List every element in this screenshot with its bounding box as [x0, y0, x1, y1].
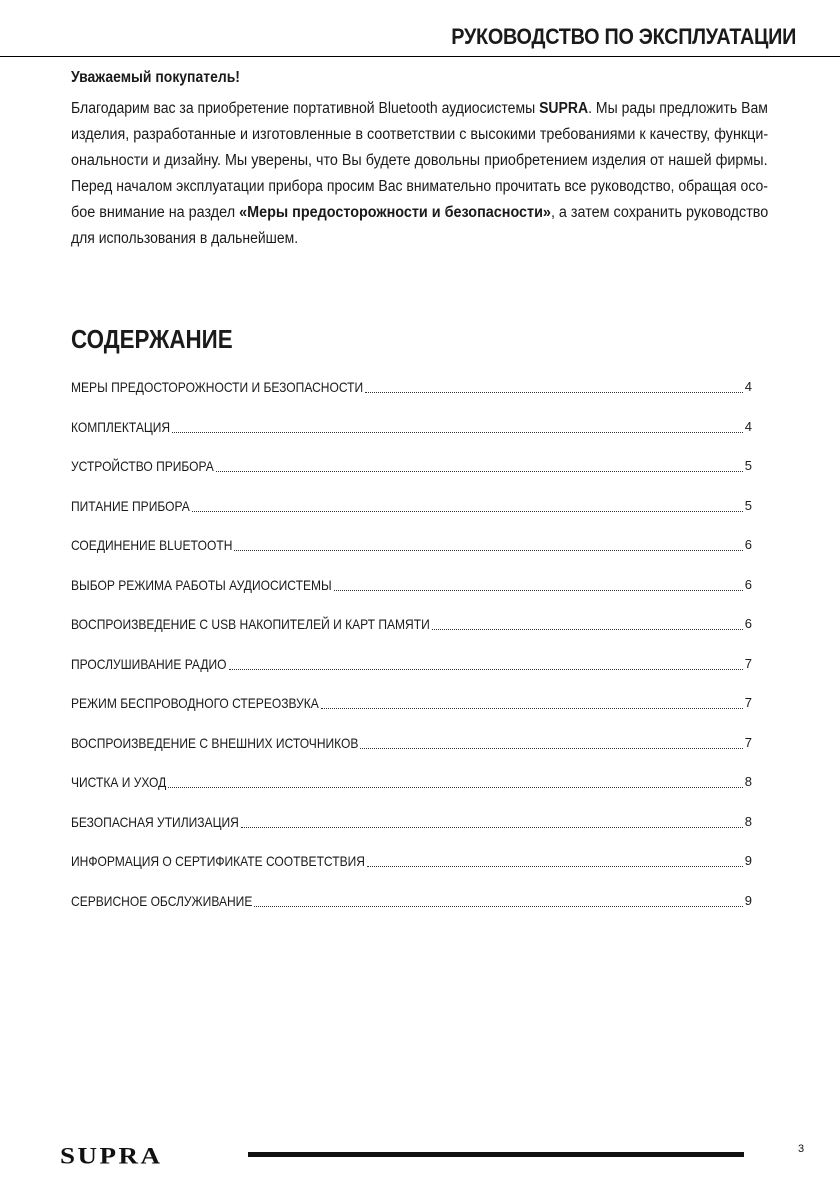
toc-entry[interactable]: [71, 888, 752, 928]
toc-entry-page: 6: [744, 537, 752, 552]
toc-entry-label: СОЕДИНЕНИЕ BLUETOOTH: [71, 537, 233, 553]
toc-entry-label: СЕРВИСНОЕ ОБСЛУЖИВАНИЕ: [71, 892, 253, 909]
toc-entry[interactable]: [71, 690, 752, 730]
toc-entry-page: 8: [744, 813, 752, 829]
toc-entry[interactable]: [71, 611, 752, 651]
toc-entry[interactable]: [71, 651, 752, 691]
intro-text: Перед началом эксплуатации прибора просим Вас внимательно прочитать все руководство, обращая осо-: [71, 178, 768, 195]
toc-dot-leader: [234, 532, 742, 551]
toc-dot-leader: [360, 730, 742, 749]
toc-dot-leader: [216, 453, 743, 472]
toc-dot-leader: [192, 493, 743, 512]
toc-entry-label: ПРОСЛУШИВАНИЕ РАДИО: [71, 655, 227, 672]
toc-entry[interactable]: [71, 414, 752, 454]
intro-text: . Мы рады предложить Вам: [588, 100, 768, 117]
toc-entry-page: 7: [744, 734, 752, 750]
header-divider: [0, 56, 840, 57]
toc-entry-page: 8: [744, 774, 752, 789]
toc-entry-page: 5: [744, 458, 752, 473]
toc-entry-label: БЕЗОПАСНАЯ УТИЛИЗАЦИЯ: [71, 813, 239, 830]
toc-entry-page: 4: [744, 379, 752, 394]
greeting-heading: Уважаемый покупатель!: [71, 69, 240, 86]
toc-dot-leader: [367, 848, 743, 867]
toc-entry-page: 9: [744, 892, 752, 908]
toc-entry-label: ИНФОРМАЦИЯ О СЕРТИФИКАТЕ СООТВЕТСТВИЯ: [71, 853, 365, 869]
toc-entry-label: МЕРЫ ПРЕДОСТОРОЖНОСТИ И БЕЗОПАСНОСТИ: [71, 379, 364, 395]
toc-entry-label: УСТРОЙСТВО ПРИБОРА: [71, 458, 214, 474]
intro-text: для использования в дальнейшем.: [71, 230, 299, 247]
intro-line: [71, 148, 768, 174]
page-header-title: РУКОВОДСТВО ПО ЭКСПЛУАТАЦИИ: [451, 24, 796, 49]
toc-dot-leader: [432, 611, 743, 630]
toc-dot-leader: [241, 809, 743, 828]
toc-dot-leader: [365, 374, 743, 393]
intro-text: Благодарим вас за приобретение портативной Bluetooth аудиосистемы: [71, 100, 540, 117]
toc-entry-page: 4: [744, 418, 752, 434]
toc-dot-leader: [172, 414, 743, 433]
toc-title: СОДЕРЖАНИЕ: [71, 324, 233, 354]
toc-entry[interactable]: [71, 809, 752, 849]
intro-text: , а затем сохранить руководство: [550, 204, 769, 221]
intro-text: изделия, разработанные и изготовленные в соответствии с высокими требованиями к качеству, функци-: [71, 126, 769, 143]
toc-entry-page: 7: [744, 695, 752, 710]
intro-emphasis: «Меры предосторожности и безопасности»: [239, 204, 551, 221]
toc-entry-page: 5: [744, 497, 752, 513]
toc-dot-leader: [254, 888, 742, 907]
toc-entry-page: 9: [744, 853, 752, 868]
toc-dot-leader: [321, 690, 743, 709]
toc-dot-leader: [334, 572, 743, 591]
toc-entry-label: РЕЖИМ БЕСПРОВОДНОГО СТЕРЕОЗВУКА: [71, 695, 319, 711]
intro-text: бое внимание на раздел: [71, 204, 240, 221]
toc-entry-label: КОМПЛЕКТАЦИЯ: [71, 418, 171, 435]
toc-dot-leader: [229, 651, 743, 670]
toc-entry-label: ЧИСТКА И УХОД: [71, 774, 167, 790]
toc-entry[interactable]: [71, 769, 752, 809]
toc-entry[interactable]: [71, 730, 752, 770]
intro-line: [71, 96, 768, 122]
intro-line: [71, 226, 298, 252]
toc-entry[interactable]: [71, 532, 752, 572]
supra-logo: SUPRA: [60, 1143, 163, 1169]
intro-text: ональности и дизайну. Мы уверены, что Вы будете довольны приобретением изделия от нашей фирмы.: [71, 152, 768, 169]
toc-dot-leader: [168, 769, 743, 788]
toc-entry[interactable]: [71, 374, 752, 414]
toc-entry-label: ВОСПРОИЗВЕДЕНИЕ С ВНЕШНИХ ИСТОЧНИКОВ: [71, 734, 359, 751]
intro-line: [71, 122, 768, 148]
intro-line: [71, 174, 768, 200]
toc-entry-label: ПИТАНИЕ ПРИБОРА: [71, 497, 190, 514]
toc-entry-label: ВЫБОР РЕЖИМА РАБОТЫ АУДИОСИСТЕМЫ: [71, 576, 332, 593]
toc-entry[interactable]: [71, 848, 752, 888]
toc-entry[interactable]: [71, 493, 752, 533]
page-number: 3: [798, 1143, 805, 1155]
footer-divider: [248, 1152, 744, 1157]
intro-paragraph: [71, 96, 768, 252]
toc-entry[interactable]: [71, 453, 752, 493]
toc-entry-page: 6: [744, 616, 752, 631]
intro-emphasis: SUPRA: [539, 100, 589, 117]
toc-entry-label: ВОСПРОИЗВЕДЕНИЕ С USB НАКОПИТЕЛЕЙ И КАРТ ПАМЯТИ: [71, 616, 430, 632]
toc-entry-page: 7: [744, 655, 752, 671]
toc-entry-page: 6: [744, 576, 752, 592]
table-of-contents: [71, 374, 752, 927]
intro-line: [71, 200, 768, 226]
toc-entry[interactable]: [71, 572, 752, 612]
